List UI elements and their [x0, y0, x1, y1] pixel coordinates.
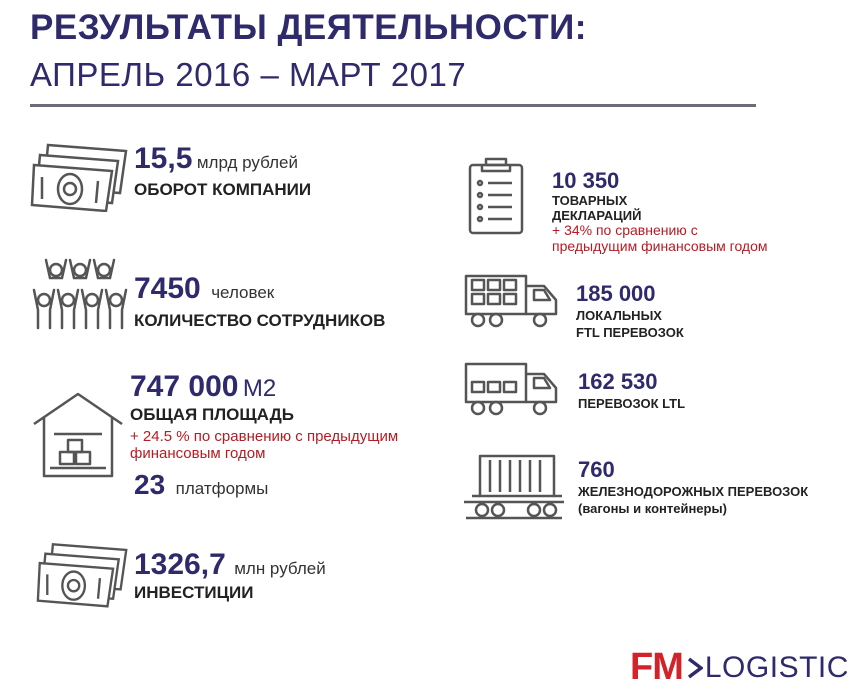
investments-value-row	[134, 548, 326, 582]
page-subtitle: АПРЕЛЬ 2016 – МАРТ 2017	[30, 56, 467, 93]
rail-caption: ЖЕЛЕЗНОДОРОЖНЫХ ПЕРЕВОЗОК	[578, 484, 809, 499]
ftl-caption-line2: FTL ПЕРЕВОЗОК	[576, 325, 684, 340]
rail-subcaption: (вагоны и контейнеры)	[578, 501, 727, 516]
platforms-row	[134, 469, 268, 501]
area-value: 747 000	[130, 370, 239, 403]
railcar-icon	[462, 452, 566, 522]
money-icon	[30, 137, 130, 212]
ftl-caption-line1: ЛОКАЛЬНЫХ	[576, 308, 662, 323]
ftl-value: 185 000	[576, 281, 656, 306]
title-divider	[30, 104, 756, 107]
platforms-value: 23	[134, 469, 166, 500]
staff-unit: человек	[211, 283, 275, 302]
logo-fm: FM	[630, 646, 683, 688]
investments-unit: млн рублей	[234, 559, 326, 578]
investments-value: 1326,7	[134, 548, 226, 581]
truck-icon	[464, 272, 560, 330]
turnover-value-row	[134, 142, 298, 176]
area-caption: ОБЩАЯ ПЛОЩАДЬ	[130, 405, 294, 424]
area-unit: М2	[242, 375, 277, 402]
warehouse-icon	[30, 388, 126, 480]
staff-value-row	[134, 272, 274, 306]
declarations-note-line1: + 34% по сравнению с	[552, 222, 698, 238]
ltl-value: 162 530	[578, 369, 658, 394]
staff-caption: КОЛИЧЕСТВО СОТРУДНИКОВ	[134, 311, 386, 330]
clipboard-icon	[466, 155, 526, 237]
area-growth-note-line2: финансовым годом	[130, 445, 266, 462]
rail-value: 760	[578, 457, 615, 482]
company-logo	[630, 646, 849, 689]
logo-arrow-icon	[687, 657, 703, 679]
declarations-note-line2: предыдущим финансовым годом	[552, 238, 768, 254]
declarations-caption-line2: ДЕКЛАРАЦИЙ	[552, 208, 642, 223]
area-growth-note-line1: + 24.5 % по сравнению с предыдущим	[130, 428, 399, 445]
people-icon	[30, 256, 130, 336]
page-title: РЕЗУЛЬТАТЫ ДЕЯТЕЛЬНОСТИ:	[30, 8, 587, 47]
turnover-caption: ОБОРОТ КОМПАНИИ	[134, 180, 312, 199]
truck-icon	[464, 360, 560, 418]
investments-caption: ИНВЕСТИЦИИ	[134, 583, 254, 602]
logo-name: LOGISTIC	[704, 650, 849, 684]
declarations-value: 10 350	[552, 168, 620, 193]
turnover-value: 15,5	[134, 142, 193, 175]
area-value-row	[130, 370, 276, 404]
turnover-unit: млрд рублей	[196, 153, 298, 172]
platforms-unit: платформы	[175, 479, 269, 498]
staff-value: 7450	[134, 272, 201, 305]
ltl-caption: ПЕРЕВОЗОК LTL	[578, 396, 686, 411]
declarations-caption-line1: ТОВАРНЫХ	[552, 193, 628, 208]
money-icon	[36, 536, 130, 608]
